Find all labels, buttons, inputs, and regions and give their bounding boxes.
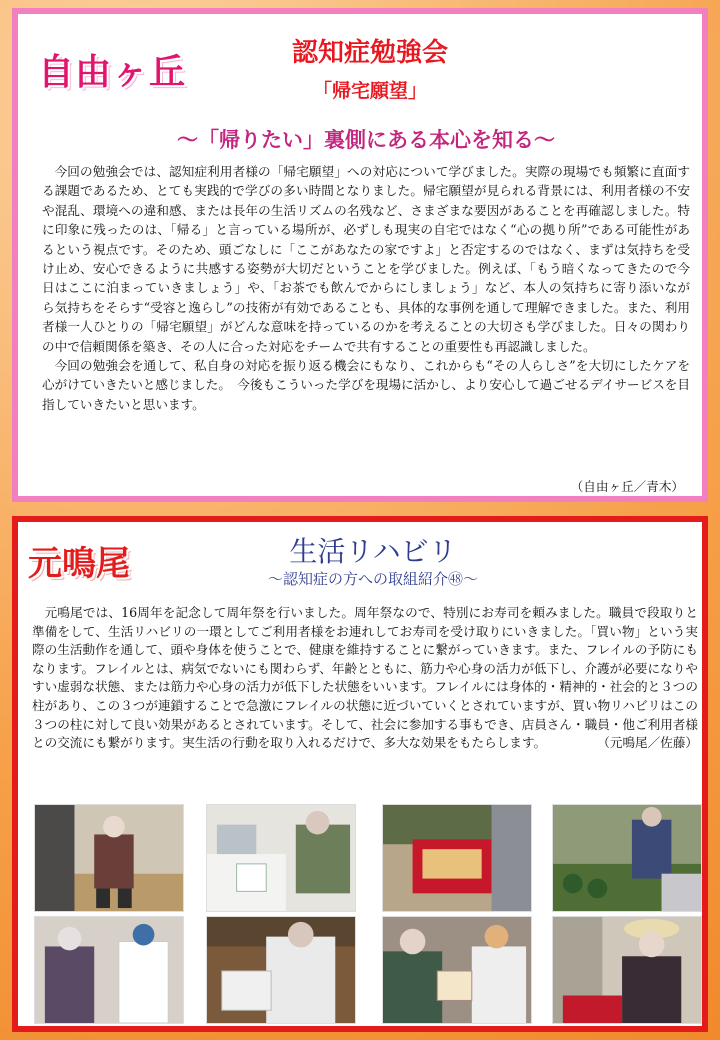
photo-elderly-woman-walking <box>34 804 184 912</box>
section2-title: 生活リハビリ <box>289 535 457 568</box>
section2-subtitle: 〜認知症の方への取組紹介㊽〜 <box>267 570 478 588</box>
section2-location: 元鳴尾 <box>28 544 130 584</box>
section1-subtitle: 「帰宅願望」 <box>312 80 427 102</box>
section-jiyugaoka <box>12 8 708 502</box>
photo-checkout-counter <box>206 804 356 912</box>
photo-woman-with-cart <box>552 916 702 1024</box>
section2-paragraph <box>32 604 698 753</box>
photo-packing-bag <box>206 916 356 1024</box>
photo-receiving-sushi <box>382 916 532 1024</box>
section1-title: 認知症勉強会 <box>291 38 448 68</box>
section1-body <box>42 162 690 414</box>
photo-staff-assisting <box>34 916 184 1024</box>
section2-signature: （元鳴尾／佐藤） <box>597 735 698 751</box>
photo-produce-aisle <box>552 804 702 912</box>
section1-headline: 〜「帰りたい」裏側にある本心を知る〜 <box>177 127 555 152</box>
section1-paragraph-1: 今回の勉強会では、認知症利用者様の「帰宅願望」への対応について学びました。実際の現場でも頻繁に直面する課題であるため、とても実践的で学びの多い時間となりました。帰宅願望が見られる背景には、利用者様の不安や混乱、環境への違和感、または長年の生活リズムの名残など、さまざまな要因があることを再確認しました。特に印象に残ったのは、「帰る」と言っている場所が、必ずしも現実の自宅ではなく“心の拠り所”である可能性があるという視点です。そのため、頭ごなしに「ここがあなたの家ですよ」と否定するのではなく、まずは気持ちを受け止め、安心できるように共感する姿勢が大切だということを学びました。例えば、「もう暗くなってきたので今日はここに泊まっていきましょう」や、「お茶でも飲んでからにしましょう」など、本人の気持ちに寄り添いながら気持ちをそらす“受容と逸らし”の技術が有効であることも、具体的な事例を通して理解できました。また、利用者様一人ひとりの「帰宅願望」がどんな意味を持っているのかを考えることの大切さも学びました。日々の関わりの中で信頼関係を築き、その人に合った対応をチームで共有することの重要性も再認識しました。 <box>42 164 691 354</box>
section1-paragraph-2: 今回の勉強会を通して、私自身の対応を振り返る機会にもなり、これからも“その人らしさ”を大切にしたケアを心がけていきたいと感じました。 今後もこういった学びを現場に活かし、より安心して過ごせるデイサービスを目指していきたいと思います。 <box>42 358 690 412</box>
section-motonaruo <box>12 516 708 1032</box>
section2-body <box>32 604 698 753</box>
section2-paragraph-text: 元鳴尾では、16周年を記念して周年祭を行いました。周年祭なので、特別にお寿司を頼みました。職員で段取りと準備をして、生活リハビリの一環としてご利用者様をお連れしてお寿司を受け取りにいきました。「買い物」という実際の生活動作を通して、頭や身体を使うことで、健康を維持することに繋がっていきます。また、フレイルの予防にもなります。フレイルとは、病気でないにも関わらず、年齢とともに、筋力や心身の活力が低下し、介護が必要になりやすい虚弱な状態、または筋力や心身の活力が低下した状態をいいます。フレイルには身体的・精神的・社会的と３つの柱があり、この３つが連鎖することで急激にフレイルの状態に近づいていくとされていますが、買い物リハビリはこの３つの柱に対して良い効果があるとされています。そして、社会に参加する事もでき、店員さん・職員・他ご利用者様との交流にも繋がります。実生活の行動を取り入れるだけで、多大な効果をもたらします。 <box>32 605 698 751</box>
photo-shopping-basket <box>382 804 532 912</box>
photo-grid <box>30 804 702 1024</box>
section1-location: 自由ヶ丘 <box>38 52 187 93</box>
section1-signature: （自由ヶ丘／青木） <box>570 479 684 494</box>
